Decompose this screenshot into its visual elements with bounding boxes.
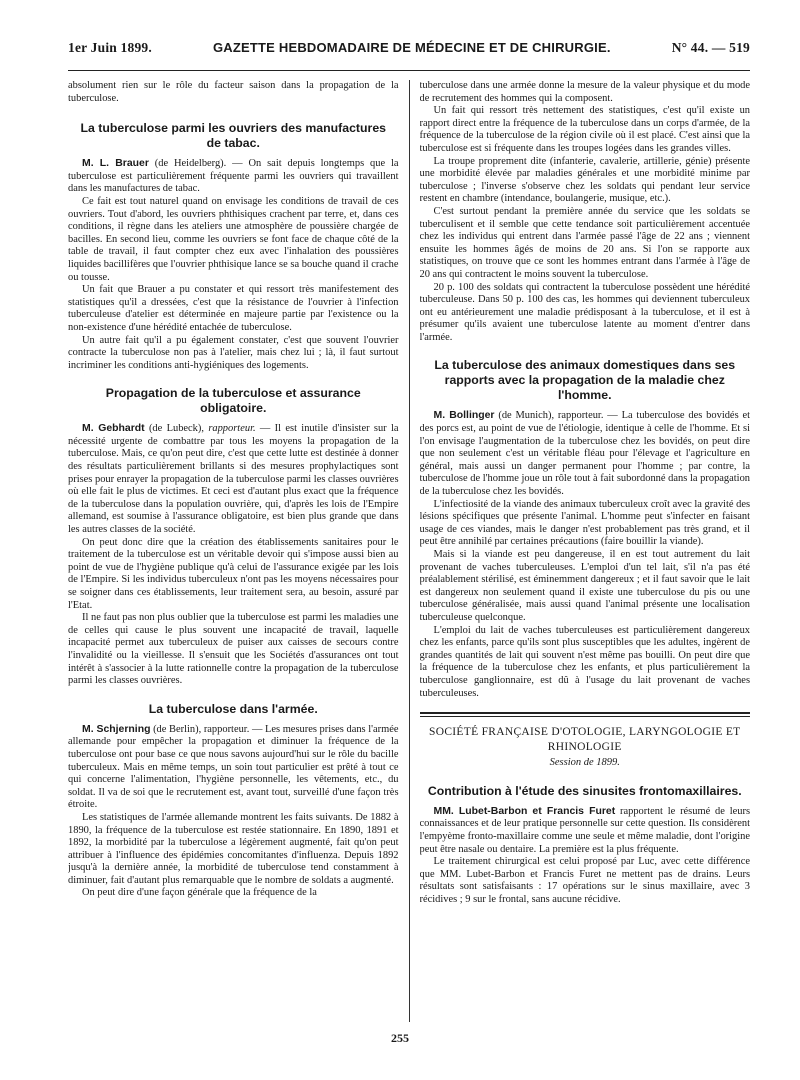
paragraph: On peut dire d'une façon générale que la fréquence de la bbox=[82, 887, 317, 899]
gebhardt-intro: (de Lubeck), rapporteur. — Il est inutile d'insister sur la nécessité urgente de combattre par tous les moyens la propagation de la tuberculose. Mais, ce qu'on peut dire, c'est que cette lutte est destinée à donner des résultats particulièrement brillants si des mesures prophylactiques sont prises pour enrayer la propagation de la tuberculose parmi les classes ouvrières où elle fait le plus de victimes. Et ceci est d'autant plus exact que la fréquence de la tuberculose dans la population ouvrière, qui, d'après les lois de l'Empire allemand, est soumise à l'assurance obligatoire, est bien plus grande que dans les autres classes de la société. bbox=[68, 423, 399, 536]
running-header bbox=[68, 40, 750, 56]
paragraph: Un autre fait qu'il a pu également constater, c'est que souvent l'ouvrier contracte la tuberculose non pas à l'atelier, mais chez lui ; là, il faut surtout incriminer les conditions anti-hygiéniques des logements. bbox=[68, 334, 399, 371]
paragraph: L'emploi du lait de vaches tuberculeuses est particulièrement dangereux chez les enfants, parce qu'ils sont plus susceptibles que les adultes, ingèrent de grandes quantités de lait qui souvent n'est même pas bouilli. On peut dire que la fréquence de la tuberculose chez les enfants, et plus particulièrement la tuberculose ganglionnaire, est dû à l'usage du lait provenant de vaches tuberculeuses. bbox=[419, 624, 751, 699]
left-column bbox=[68, 80, 399, 1022]
paragraph: absolument rien sur le rôle du facteur saison dans la propagation de la tuberculose. bbox=[68, 80, 399, 104]
society-heading: SOCIÉTÉ FRANÇAISE D'OTOLOGIE, LARYNGOLOGIE ET RHINOLOGIE bbox=[429, 726, 741, 754]
right-column bbox=[420, 80, 751, 1022]
paragraph: Mais si la viande est peu dangereuse, il en est tout autrement du lait provenant de vaches tuberculeuses. L'emploi d'un tel lait, s'il n'a pas été préalablement stérilisé, est éminemment dangereux ; et il faut savoir que le lait est dangereux non seulement quand il existe une tuberculose du pis ou une tuberculose généralisée, mais aussi quand l'animal présente une localisation tuberculeuse quelconque. bbox=[419, 549, 751, 623]
speaker-name: M. Gebhardt bbox=[82, 423, 145, 435]
paragraph: C'est surtout pendant la première année du service que les soldats se tuberculisent et il semble que cette tendance soit particulièrement accentuée chez les individus qui entrent dans l'armée passé l'âge de 22 ans ; viennent ensuite les hommes âgés de moins de 20 ans. Si l'on se rapporte aux statistiques, on trouve que ce sont les hommes entrant dans l'armée à l'âge de 20 ans qui contractent le moins souvent la tuberculose. bbox=[419, 205, 751, 280]
paragraph bbox=[68, 423, 399, 536]
paragraph: Un fait qui ressort très nettement des statistiques, c'est qu'il existe un rapport direct entre la fréquence de la tuberculose dans un corps d'armée, de la fréquence de la tuberculose de la région civile où il est placé. C'est ainsi que la tuberculose est si fréquente dans les troupes logées dans les grandes villes. bbox=[419, 105, 751, 154]
column-divider bbox=[409, 80, 410, 1022]
section-title: La tuberculose dans l'armée. bbox=[148, 701, 318, 716]
paragraph: Les statistiques de l'armée allemande montrent les faits suivants. De 1882 à 1890, la fréquence de la tuberculose est restée stationnaire. En 1890, 1891 et 1892, la morbidité par la tuberculose a légèrement augmenté, fait qu'on peut attribuer à l'influence des épidémies concomitantes d'influenza. Depuis 1892 jusqu'à la dernière année, la morbidité de tuberculose tend constamment à diminuer, fait d'autant plus remarquable que le nombre de soldats a augmenté. bbox=[68, 811, 399, 886]
page-number: 255 bbox=[391, 1031, 409, 1045]
paragraph: Il ne faut pas non plus oublier que la tuberculose est parmi les maladies une de celles qui cause le plus souvent une incapacité de travail, laquelle incapacité permet aux tuberculeux de puiser aux caisses de secours contre l'invalidité ou la vieillesse. Il s'ensuit que les Sociétés d'assurances ont tout intérêt à s'associer à la lutte rationnelle contre la propagation de la tuberculose parmi les classes ouvrières. bbox=[68, 612, 399, 687]
section-title: La tuberculose des animaux domestiques dans ses rapports avec la propagation de la maladie chez l'homme. bbox=[434, 358, 736, 403]
paragraph: 20 p. 100 des soldats qui contractent la tuberculose possèdent une hérédité tuberculeuse. Dans 50 p. 100 des cas, les hommes qui deviennent tuberculeux ont eu antérieurement une maladie prédisposant à la tuberculose, et il est à présumer qu'ils avaient une tuberculose latente au moment d'entrer dans l'armée. bbox=[419, 281, 751, 343]
paragraph: tuberculose dans une armée donne la mesure de la valeur physique et du mode de recrutement des hommes qui la composent. bbox=[419, 80, 751, 104]
paragraph: M. Bollinger (de Munich), rapporteur. — La tuberculose des bovidés et des porcs est, au point de vue de l'étiologie, identique à celle de l'homme. Et si l'on envisage l'augmentation de la tuberculose chez les bovidés, on peut dire que non seulement c'est un véritable fléau pour l'élevage et l'agriculture en général, mais aussi un danger permanent pour l'homme ; par contre, la tuberculose de l'homme joue un rôle tout à fait subordonné dans la propagation de la tuberculose chez les bovidés. bbox=[419, 410, 751, 498]
role-label: rapporteur. bbox=[208, 423, 256, 435]
session-subtitle: Session de 1899. bbox=[549, 757, 620, 769]
section-title: Contribution à l'étude des sinusites frontomaxillaires. bbox=[427, 783, 742, 798]
paragraph: L'infectiosité de la viande des animaux tuberculeux croît avec la gravité des lésions spécifiques que présente l'animal. L'homme peut s'infecter en faisant usage de ces viandes, mais le danger n'est probablement pas très grand, et il peut être annihilé par certaines précautions (faire bouillir la viande). bbox=[419, 498, 751, 548]
paragraph: On peut donc dire que la création des établissements sanitaires pour le traitement de la tuberculose est un véritable devoir qui s'impose aussi bien au point de vue de l'hygiène publique qu'à celui de l'assurance exigée par les lois de l'Empire. Si les individus tuberculeux n'ont pas les moyens nécessaires pour se soigner dans ces établissements, leur traitement sera, au besoin, assuré par l'Etat. bbox=[68, 536, 399, 611]
section-double-rule bbox=[420, 712, 751, 717]
speaker-name: M. L. Brauer bbox=[82, 158, 149, 170]
section-title: Propagation de la tuberculose et assurance obligatoire. bbox=[105, 386, 361, 416]
paragraph: La troupe proprement dite (infanterie, cavalerie, artillerie, génie) présente une morbidité élevée par maladies générales et une morbidité minime par tuberculose ; l'inverse s'observe chez les soldats qui pendant leur service restent en chambre (intendance, boulangerie, musique, etc.). bbox=[419, 155, 751, 205]
header-issue-page: N° 44. — 519 bbox=[671, 40, 750, 55]
paragraph: M. Schjerning (de Berlin), rapporteur. — Les mesures prises dans l'armée allemande pour empêcher la propagation et diminuer la fréquence de la tuberculose ont pour base ce que nous savons aujourd'hui sur le rôle du bacille tuberculeux. Mais en même temps, un soin tout particulier est prêté à tout ce qui concerne l'alimentation, l'hygiène personnelle, les vêtements, etc., du soldat. Il va de soi que le recrutement est, avant tout, surveillé d'une façon très étroite. bbox=[68, 723, 399, 811]
paragraph: Un fait que Brauer a pu constater et qui ressort très manifestement des statistiques qu'il a dressées, c'est que la résistance de l'ouvrier à l'infection tuberculeuse d'atelier est déterminée en majeure partie par l'existence ou la non-existence d'une hérédité entachée de tuberculose. bbox=[68, 284, 399, 333]
two-column-body bbox=[68, 80, 750, 1022]
section-title: La tuberculose parmi les ouvriers des manufactures de tabac. bbox=[80, 121, 386, 151]
paragraph: Ce fait est tout naturel quand on envisage les conditions de travail de ces ouvriers. Tout d'abord, les ouvriers phthisiques crachent par terre, et, dans ces conditions, il règne dans les ateliers une atmosphère de poussière chargée de bacilles. En second lieu, comme les ouvriers se font face de chaque côté de la table de travail, il faut compter chez eux avec l'inhalation des poussières liquides bacillifères que l'ouvrier phthisique lance se sa bouche quand il crache ou tousse. bbox=[68, 195, 399, 283]
paragraph: M. L. Brauer (de Heidelberg). — On sait depuis longtemps que la tuberculose est particulièrement fréquente parmi les ouvriers qui travaillent dans les manufactures de tabac. bbox=[68, 158, 399, 195]
header-rule bbox=[68, 70, 750, 71]
paragraph: MM. Lubet-Barbon et Francis Furet rapportent le résumé de leurs connaissances et de leur pratique personnelle sur cette question. Ils considèrent l'empyème fronto-maxillaire comme une seule et même maladie, dont l'origine peut être nasale ou dentaire. La première est la plus fréquente. bbox=[419, 805, 751, 855]
header-date: 1er Juin 1899. bbox=[68, 40, 152, 55]
header-journal-title: GAZETTE HEBDOMADAIRE DE MÉDECINE ET DE CHIRURGIE. bbox=[212, 40, 611, 55]
paragraph: Le traitement chirurgical est celui proposé par Luc, avec cette différence que MM. Lubet-Barbon et Francis Furet ne mettent pas de drains. Leurs résultats sont satisfaisants : 17 opérations sur le sinus maxillaire, avec 3 récidives ; 9 sur le frontal, sans aucune récidive. bbox=[419, 856, 751, 905]
speaker-name: M. Schjerning bbox=[82, 723, 151, 735]
speaker-name: MM. Lubet-Barbon et Francis Furet bbox=[433, 805, 616, 817]
speaker-name: M. Bollinger bbox=[433, 410, 495, 422]
